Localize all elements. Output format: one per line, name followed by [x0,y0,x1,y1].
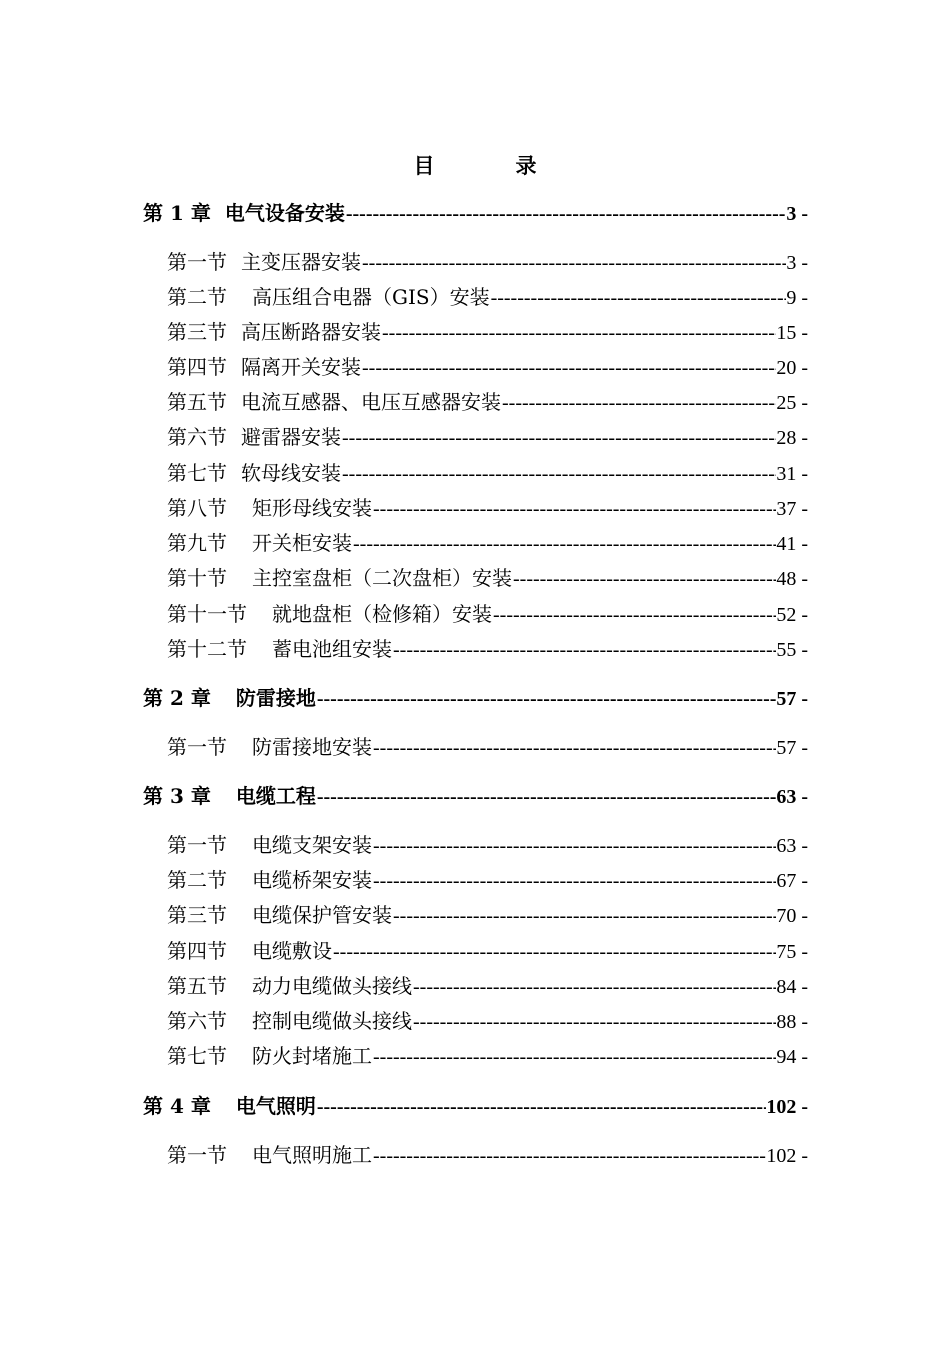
toc-entry-number: 第三节 [167,320,227,344]
toc-entry-title: 蓄电池组安装 [272,637,392,661]
toc-leader-dashes [373,1046,776,1069]
toc-entry-label [167,565,513,591]
toc-page-number: 48 - [776,568,808,590]
toc-entry-number: 第七节 [167,1044,227,1068]
toc-entry-number: 第十节 [167,566,227,590]
toc-entry-number: 第十一节 [167,602,247,626]
toc-section-entry[interactable] [167,249,808,275]
toc-leader-dashes [373,737,776,760]
toc-leader-dashes [362,252,786,275]
toc-entry-label [167,1142,373,1168]
toc-chapter-entry[interactable] [143,200,808,226]
toc-entry-title: 软母线安装 [241,461,341,485]
toc-entry-number: 第 3 章 [143,784,211,808]
toc-page-number: 94 - [776,1046,808,1068]
toc-entry-number: 第七节 [167,461,227,485]
toc-section-entry[interactable] [167,973,808,999]
toc-entry-number: 第一节 [167,1143,227,1167]
toc-entry-title: 隔离开关安装 [241,355,361,379]
toc-section-entry[interactable] [167,424,808,450]
toc-leader-dashes [317,786,776,809]
toc-leader-dashes [513,568,776,591]
toc-section-entry[interactable] [167,284,808,310]
toc-section-entry[interactable] [167,636,808,662]
toc-entry-title: 电流互感器、电压互感器安装 [241,390,501,414]
toc-chapter-entry[interactable] [143,1093,808,1119]
toc-chapter-entry[interactable] [143,685,808,711]
toc-entry-label [167,1043,373,1069]
toc-page-number: 57 - [776,688,808,710]
toc-page-number: 37 - [776,498,808,520]
toc-section-entry[interactable] [167,530,808,556]
toc-leader-dashes [493,604,776,627]
toc-entry-label [167,495,373,521]
toc-section-entry[interactable] [167,1142,808,1168]
toc-page-number: 20 - [776,357,808,379]
toc-page-number: 75 - [776,941,808,963]
toc-entry-label [167,867,373,893]
toc-entry-title: 电气照明 [235,1094,316,1118]
toc-page-number: 102 - [766,1145,808,1167]
toc-entry-title: 高压组合电器（GIS）安装 [252,285,490,309]
toc-page-number: 52 - [776,604,808,626]
toc-section-entry[interactable] [167,495,808,521]
toc-entry-number: 第一节 [167,250,227,274]
toc-leader-dashes [373,1145,766,1168]
toc-leader-dashes [373,870,776,893]
toc-page-number: 41 - [776,533,808,555]
toc-entry-title: 开关柜安装 [252,531,352,555]
toc-entry-title: 电气设备安装 [224,201,345,225]
toc-section-entry[interactable] [167,565,808,591]
toc-chapter-entry[interactable] [143,783,808,809]
toc-entry-number: 第一节 [167,735,227,759]
page-title: 目 录 [413,153,567,178]
toc-entry-label [167,1008,413,1034]
toc-page-number: 55 - [776,639,808,661]
toc-entry-number: 第八节 [167,496,227,520]
toc-entry-title: 电缆桥架安装 [252,868,372,892]
toc-entry-title: 矩形母线安装 [252,496,372,520]
toc-entry-number: 第三节 [167,903,227,927]
toc-page-number: 63 - [776,786,808,808]
toc-entry-title: 防雷接地安装 [252,735,372,759]
toc-leader-dashes [393,905,776,928]
toc-entry-title: 电缆工程 [235,784,316,808]
toc-entry-number: 第 2 章 [143,686,211,710]
toc-page-number: 63 - [776,835,808,857]
toc-leader-dashes [317,1096,766,1119]
toc-entry-number: 第四节 [167,355,227,379]
toc-entry-number: 第二节 [167,868,227,892]
toc-page-number: 3 - [786,252,808,274]
toc-leader-dashes [342,463,776,486]
toc-entry-number: 第一节 [167,833,227,857]
toc-entry-title: 防雷接地 [235,686,316,710]
toc-leader-dashes [333,941,776,964]
toc-entry-label [143,1093,317,1119]
toc-entry-number: 第 1 章 [143,201,211,225]
toc-page-number: 28 - [776,427,808,449]
toc-entry-label [167,973,413,999]
toc-entry-number: 第五节 [167,974,227,998]
toc-page-number: 67 - [776,870,808,892]
toc-entry-number: 第五节 [167,390,227,414]
toc-entry-label [167,354,362,380]
toc-entry-label [143,685,317,711]
toc-page-number: 25 - [776,392,808,414]
toc-entry-number: 第四节 [167,939,227,963]
toc-leader-dashes [342,427,776,450]
toc-entry-number: 第十二节 [167,637,247,661]
toc-leader-dashes [373,835,776,858]
toc-entry-label [167,389,502,415]
toc-entry-label [167,902,393,928]
toc-entry-title: 防火封堵施工 [252,1044,372,1068]
toc-section-entry[interactable] [167,867,808,893]
toc-entry-label [167,284,491,310]
toc-section-entry[interactable] [167,902,808,928]
toc-page-number: 9 - [786,287,808,309]
toc-page-number: 102 - [766,1096,808,1118]
toc-entry-title: 电气照明施工 [252,1143,372,1167]
toc-entry-title: 动力电缆做头接线 [252,974,412,998]
toc-entry-label [167,938,333,964]
toc-entry-title: 主变压器安装 [241,250,361,274]
toc-entry-number: 第六节 [167,1009,227,1033]
toc-page-number: 57 - [776,737,808,759]
toc-section-entry[interactable] [167,1008,808,1034]
toc-section-entry[interactable] [167,938,808,964]
toc-leader-dashes [413,1011,776,1034]
toc-entry-title: 控制电缆做头接线 [252,1009,412,1033]
toc-leader-dashes [382,322,776,345]
toc-entry-label [167,460,342,486]
toc-section-entry[interactable] [167,460,808,486]
toc-entry-number: 第 4 章 [143,1094,211,1118]
toc-entry-label [167,601,493,627]
toc-section-entry[interactable] [167,734,808,760]
toc-entry-label [143,783,317,809]
toc-section-entry[interactable] [167,832,808,858]
toc-entry-title: 电缆敷设 [252,939,332,963]
toc-entry-title: 就地盘柜（检修箱）安装 [272,602,492,626]
toc-page-number: 70 - [776,905,808,927]
toc-page-number: 88 - [776,1011,808,1033]
toc-entry-label [167,832,373,858]
toc-entry-label [167,734,373,760]
toc-entry-label [167,249,362,275]
toc-leader-dashes [353,533,776,556]
toc-entry-number: 第九节 [167,531,227,555]
toc-page-number: 84 - [776,976,808,998]
toc-section-entry[interactable] [167,319,808,345]
toc-entry-number: 第二节 [167,285,227,309]
toc-page-number: 31 - [776,463,808,485]
toc-leader-dashes [373,498,776,521]
toc-entry-title: 电缆保护管安装 [252,903,392,927]
toc-section-entry[interactable] [167,389,808,415]
toc-page-number: 15 - [776,322,808,344]
toc-entry-title: 电缆支架安装 [252,833,372,857]
toc-entry-title: 主控室盘柜（二次盘柜）安装 [252,566,512,590]
toc-section-entry[interactable] [167,354,808,380]
toc-entry-number: 第六节 [167,425,227,449]
toc-page-number: 3 - [786,203,808,225]
toc-leader-dashes [317,688,776,711]
toc-leader-dashes [491,287,787,310]
toc-leader-dashes [502,392,776,415]
toc-leader-dashes [346,203,786,226]
toc-leader-dashes [413,976,776,999]
toc-entry-label [167,530,353,556]
toc-entry-label [167,636,393,662]
toc-entry-label [143,200,346,226]
toc-entry-label [167,319,382,345]
toc-entry-title: 高压断路器安装 [241,320,381,344]
toc-leader-dashes [393,639,776,662]
toc-entry-title: 避雷器安装 [241,425,341,449]
toc-entry-label [167,424,342,450]
toc-leader-dashes [362,357,776,380]
toc-section-entry[interactable] [167,1043,808,1069]
toc-section-entry[interactable] [167,601,808,627]
